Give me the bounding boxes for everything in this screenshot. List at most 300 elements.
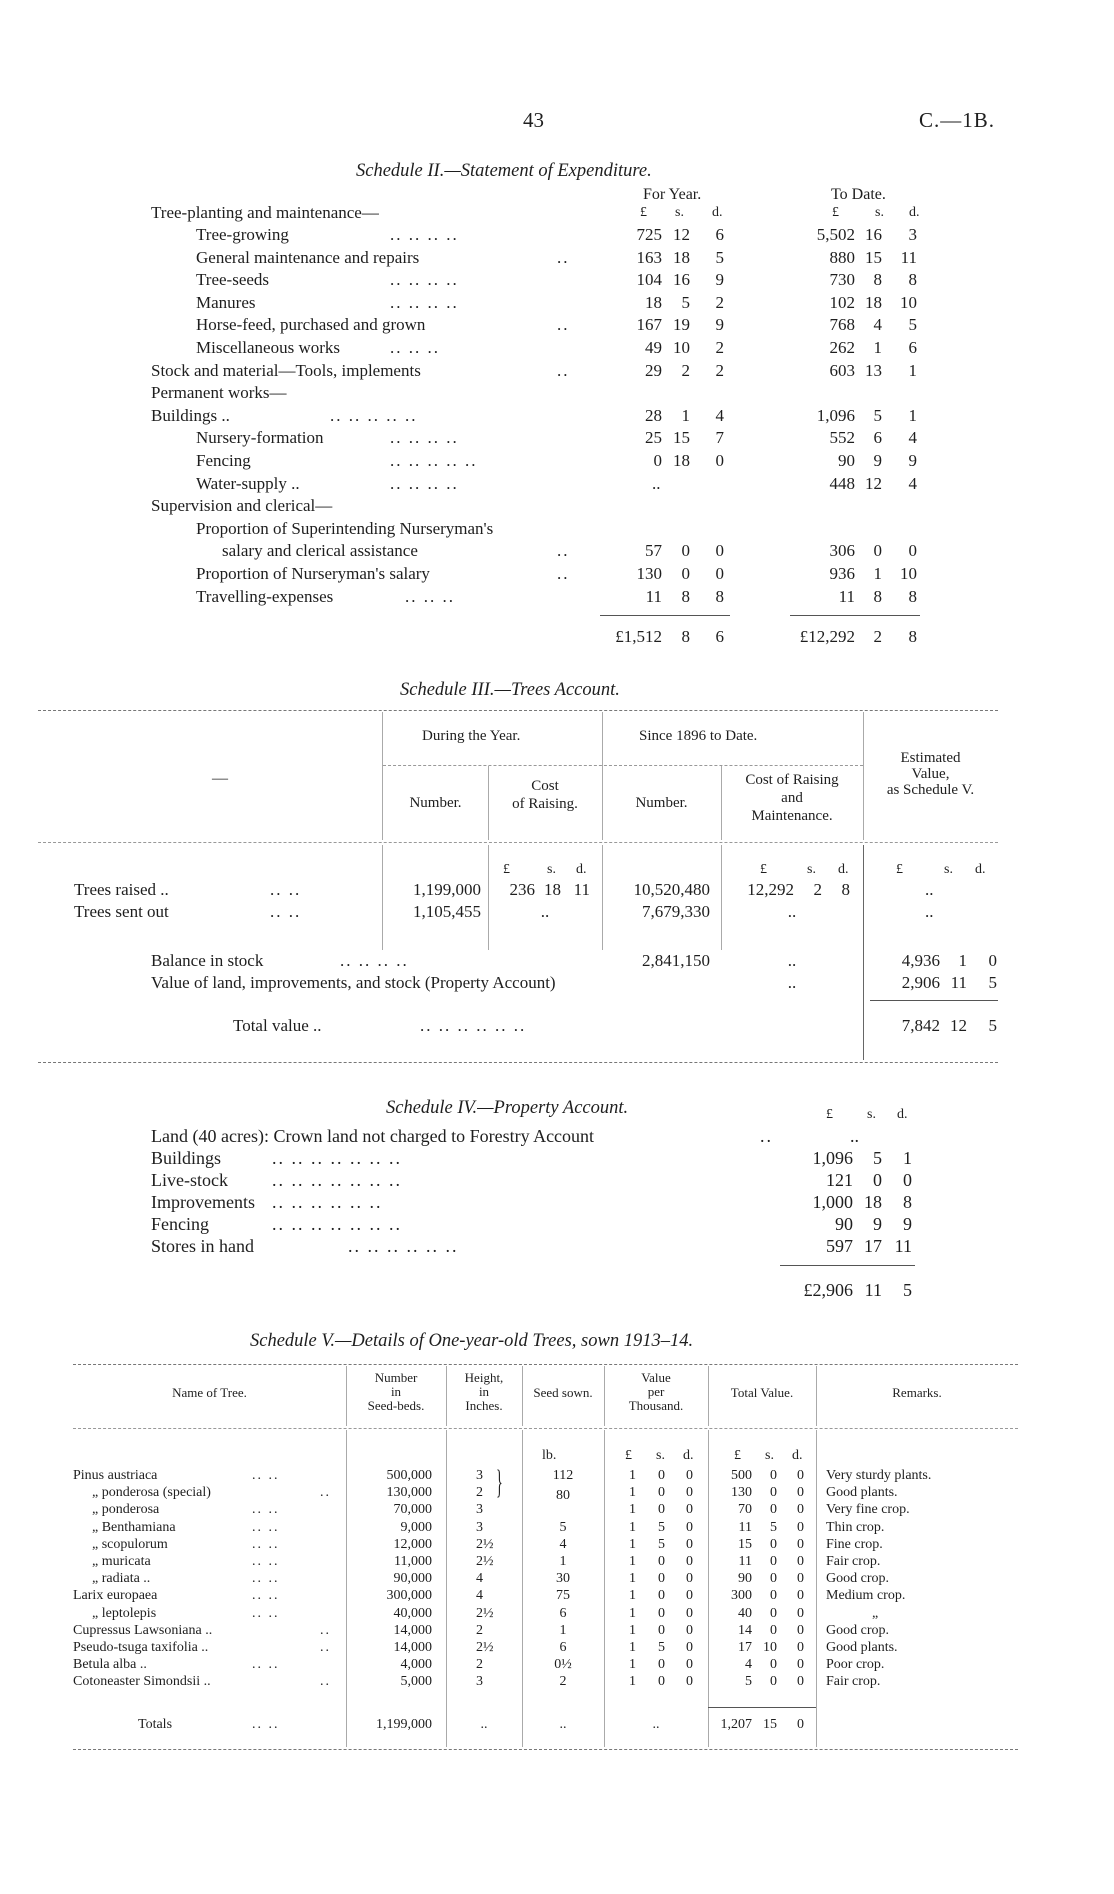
s2-row-td-shillings: 8 [873, 270, 882, 290]
s5-v-pence-unit: d. [683, 1448, 694, 1463]
s5-row-v-pounds: 1 [629, 1468, 636, 1483]
page-number: 43 [523, 108, 544, 132]
s3-vline-3 [602, 712, 603, 840]
s5-row-t-pounds: 40 [738, 1605, 752, 1621]
s5-row-t-pence: 0 [797, 1588, 804, 1604]
s5-row-t-shillings: 0 [770, 1554, 777, 1569]
s2-row-fy-shillings: 12 [673, 225, 690, 244]
s2-row-td-shillings: 5 [873, 405, 882, 425]
s3-trees-raised-s-pence: 8 [841, 880, 850, 899]
s5-row-seed: 6 [559, 1640, 567, 1655]
s5-row-v-pounds: 1 [629, 1622, 636, 1638]
s5-row-leader: .. .. [252, 1502, 280, 1518]
s2-row-td-pence: 1 [908, 360, 917, 380]
s5-row-name: „ muricata [92, 1554, 151, 1569]
s5-row-v-pence: 0 [686, 1536, 693, 1552]
s4-row-leader: .. .. .. .. .. .. [348, 1236, 459, 1256]
s5-row-v-shillings: 0 [658, 1674, 665, 1690]
s5-row-number: 14,000 [393, 1640, 432, 1655]
s5-row-height: 2½ [476, 1605, 494, 1621]
s5-row-v-shillings: 0 [658, 1605, 665, 1621]
s3-land-value-label: Value of land, improvements, and stock (Property Account) [151, 973, 556, 992]
s2-row-td-pounds: 768 [829, 315, 855, 335]
s2-row-fy-pence: 9 [715, 315, 724, 335]
s2-row-label: Stock and material—Tools, implements [151, 360, 421, 380]
s2-row-leader: .. .. .. .. [390, 292, 459, 312]
s3-dy-shilling-unit: s. [547, 862, 556, 877]
s2-row-fy-pounds: 18 [645, 292, 662, 312]
s5-row-leader: .. .. [252, 1657, 280, 1673]
s2-row-leader: .. [557, 541, 570, 561]
s5-row-remarks: „ [872, 1605, 879, 1621]
s5-row-t-pence: 0 [797, 1468, 804, 1483]
s5-row-v-pounds: 1 [629, 1536, 636, 1552]
s5-row-t-shillings: 0 [770, 1468, 777, 1483]
s4-total-rule [780, 1265, 915, 1266]
s5-row-leader: .. [320, 1485, 331, 1501]
s5-row-t-shillings: 0 [770, 1502, 777, 1518]
s4-row-shillings: 0 [873, 1170, 882, 1190]
schedule5-title: Schedule V.—Details of One-year-old Trees, sown 1913–14. [250, 1331, 694, 1351]
s5-row-v-pounds: 1 [629, 1519, 636, 1535]
s2-row-td-pence: 4 [908, 473, 917, 493]
s3-stub-dash: — [212, 770, 228, 787]
s2-row-label: Water-supply .. [196, 473, 300, 493]
s5-row-t-pence: 0 [797, 1571, 804, 1587]
s2-fy-shilling-unit: s. [675, 205, 684, 220]
s5-header-remarks: Remarks. [892, 1385, 942, 1400]
s2-row-td-pence: 8 [908, 586, 917, 606]
s2-row-fy-shillings: 19 [673, 315, 690, 335]
s4-row-pounds: 1,000 [812, 1192, 853, 1212]
s5-row-t-pounds: 4 [745, 1657, 752, 1673]
s2-row-fy-shillings: 2 [681, 360, 690, 380]
s3-balance-label: Balance in stock [151, 951, 264, 970]
s5-row-seed: 30 [556, 1571, 570, 1587]
s5-row-seed: 1 [559, 1554, 567, 1569]
s4-row-leader: .. .. .. .. .. .. .. [272, 1170, 402, 1190]
s2-row-fy-pence: 6 [715, 225, 724, 244]
s3-dy-pound-unit: £ [503, 862, 510, 877]
s2-td-shilling-unit: s. [875, 205, 884, 220]
s2-row-td-pounds: 102 [829, 292, 855, 312]
s3-s-pence-unit: d. [838, 862, 849, 877]
s3-estimated-1: Estimated [900, 750, 961, 766]
s3-total-rule [870, 1000, 998, 1001]
s5-row-v-pounds: 1 [629, 1485, 636, 1501]
s3-trees-sent-est: .. [925, 902, 934, 921]
s5-totals-t-pence: 0 [797, 1717, 804, 1732]
s2-td-pound-unit: £ [832, 205, 839, 220]
s5-totals-t-shillings: 15 [763, 1717, 777, 1732]
s5-body-vline [446, 1430, 447, 1747]
s2-row-td-pence: 10 [900, 292, 917, 312]
s5-row-number: 4,000 [400, 1657, 432, 1673]
s5-row-v-shillings: 0 [658, 1554, 665, 1569]
s3-s-cost-header-1: Cost of Raising [745, 772, 839, 788]
s3-body-vline-5 [863, 845, 864, 1060]
s2-supervision-line1: Proportion of Superintending Nurseryman's [196, 518, 494, 538]
s5-row-remarks: Thin crop. [826, 1519, 885, 1535]
s5-row-v-pounds: 1 [629, 1605, 636, 1621]
s3-dy-pence-unit: d. [576, 862, 587, 877]
s5-row-t-shillings: 5 [770, 1519, 777, 1535]
s5-header-number-3: Seed-beds. [367, 1398, 425, 1413]
s3-body-vline-2 [488, 845, 489, 950]
s5-row-name: „ leptolepis [92, 1605, 157, 1621]
schedule4-title: Schedule IV.—Property Account. [386, 1098, 629, 1118]
s2-row-td-shillings: 13 [865, 360, 882, 380]
s5-row-t-pence: 0 [797, 1657, 804, 1673]
s2-row-label: Travelling-expenses [196, 586, 334, 606]
s2-row-td-pounds: 603 [829, 360, 855, 380]
s4-row-pounds: 1,096 [812, 1148, 853, 1168]
s5-row-number: 500,000 [386, 1468, 432, 1483]
s2-total-fy-shillings: 8 [681, 627, 690, 646]
s2-row-fy-pounds: 11 [645, 586, 662, 606]
s3-land-value-cost: .. [787, 973, 797, 992]
s3-body-vline-4 [721, 845, 722, 950]
s2-row-td-shillings: 1 [873, 338, 882, 357]
s3-balance-est-pounds: 4,936 [901, 951, 940, 970]
s2-row-label: Horse-feed, purchased and grown [196, 315, 426, 335]
s3-trees-raised-s-number: 10,520,480 [633, 880, 710, 899]
s5-header-height-1: Height, [464, 1370, 504, 1385]
schedule3-title: Schedule III.—Trees Account. [400, 680, 620, 700]
s4-row-pounds: 121 [826, 1170, 853, 1190]
s2-row-td-pounds: 11 [838, 586, 855, 606]
s5-row-name: Larix europaea [73, 1588, 158, 1604]
s5-row-v-shillings: 5 [658, 1519, 665, 1535]
s4-shilling-unit: s. [867, 1107, 876, 1122]
s4-row-pence: 9 [903, 1214, 912, 1234]
s3-trees-raised-label: Trees raised .. [74, 880, 169, 899]
s3-trees-sent-dy-cost: .. [540, 902, 550, 921]
s2-row-label: Nursery-formation [196, 428, 324, 448]
s4-row-pence: 1 [903, 1148, 912, 1168]
s2-row-fy-shillings: 18 [673, 247, 690, 267]
s2-row-td-pence: 1 [908, 405, 917, 425]
s2-row-leader: .. .. .. .. [390, 473, 459, 493]
s2-total-rule-fy [600, 615, 730, 616]
s5-row-leader: .. .. [252, 1536, 280, 1552]
s4-row-pence: 11 [894, 1236, 912, 1256]
s3-trees-sent-dy-number: 1,105,455 [413, 902, 481, 921]
s5-row-v-pounds: 1 [629, 1640, 636, 1655]
s5-header-height-2: in [478, 1384, 490, 1399]
s2-row-fy-pence: 4 [715, 405, 724, 425]
s5-row-height: 2 [476, 1622, 483, 1638]
s5-row-number: 9,000 [400, 1519, 432, 1535]
s4-total-shillings: 11 [864, 1280, 882, 1300]
s5-total-rule [708, 1707, 816, 1708]
s2-row-fy-pence: 0 [715, 451, 724, 470]
s4-land-value: .. [850, 1126, 859, 1146]
s5-row-remarks: Very sturdy plants. [826, 1468, 932, 1483]
s5-row-t-pounds: 500 [731, 1468, 752, 1483]
s2-row-td-shillings: 4 [873, 315, 882, 335]
s5-row-leader: .. .. [252, 1554, 280, 1569]
s5-row-v-pence: 0 [686, 1588, 693, 1604]
s5-row-leader: .. [320, 1622, 331, 1638]
s5-header-value-2: per [647, 1384, 665, 1399]
s2-row-fy-pounds: 130 [636, 564, 662, 583]
s5-row-seed: 1 [559, 1622, 567, 1638]
s5-row-t-shillings: 0 [770, 1674, 777, 1690]
s4-row-pence: 8 [903, 1192, 912, 1212]
s5-row-v-shillings: 0 [658, 1622, 665, 1638]
s3-s-shilling-unit: s. [807, 862, 816, 877]
s5-row-remarks: Good plants. [826, 1485, 898, 1501]
s5-row-name: „ radiata .. [92, 1571, 151, 1587]
s3-s-cost-header-2: and [781, 790, 803, 806]
s3-dy-cost-header-2: of Raising. [512, 796, 578, 812]
s5-ponderosa-brace: } [496, 1466, 503, 1503]
s5-header-value-1: Value [641, 1370, 671, 1385]
s3-total-est-pounds: 7,842 [901, 1016, 940, 1035]
s2-row-fy-shillings: 1 [681, 405, 690, 425]
s5-row-t-shillings: 0 [770, 1588, 777, 1604]
s3-trees-raised-dy-pounds: 236 [509, 880, 535, 899]
s2-row-fy-shillings: 0 [681, 541, 690, 561]
s2-row-fy-pence: 2 [715, 338, 724, 357]
s2-row-fy-pounds: 0 [653, 451, 662, 470]
s5-totals-t-pounds: 1,207 [720, 1717, 752, 1732]
s3-land-value-est-pence: 5 [988, 973, 997, 992]
s2-row-label: Proportion of Nurseryman's salary [196, 564, 430, 583]
s5-row-remarks: Good crop. [826, 1571, 889, 1587]
s5-row-remarks: Fair crop. [826, 1554, 881, 1569]
s2-row-td-pence: 5 [908, 315, 917, 335]
s5-row-t-pounds: 15 [738, 1536, 752, 1552]
s5-row-seed: 4 [559, 1536, 567, 1552]
s3-top-rule [38, 710, 998, 711]
s3-during-year: During the Year. [422, 728, 521, 744]
s2-row-fy-shillings: 5 [681, 292, 690, 312]
s5-ponderosa-seed-combined: 80 [556, 1488, 570, 1503]
s2-row-td-pence: 8 [908, 270, 917, 290]
s4-land-leader: .. [760, 1126, 773, 1146]
s2-row-fy-shillings: 0 [681, 564, 690, 583]
s3-bottom-rule [38, 1062, 998, 1063]
s2-total-td-shillings: 2 [873, 627, 882, 646]
s5-row-v-pence: 0 [686, 1468, 693, 1483]
s5-row-v-pence: 0 [686, 1554, 693, 1569]
s5-row-number: 40,000 [393, 1605, 432, 1621]
s5-header-number-1: Number [374, 1370, 418, 1385]
s3-trees-raised-dy-shillings: 18 [544, 880, 561, 899]
s5-row-v-pounds: 1 [629, 1674, 636, 1690]
s5-row-v-shillings: 0 [658, 1571, 665, 1587]
s5-row-number: 300,000 [386, 1588, 432, 1604]
s5-row-number: 5,000 [400, 1674, 432, 1690]
s2-for-year-header: For Year. [643, 186, 702, 203]
s2-row-leader: .. .. .. .. .. [330, 405, 418, 425]
s5-header-name: Name of Tree. [172, 1385, 247, 1400]
s4-pence-unit: d. [897, 1107, 908, 1122]
s2-row-td-shillings: 6 [873, 428, 882, 448]
s5-totals-number: 1,199,000 [376, 1717, 432, 1732]
s4-row-shillings: 5 [873, 1148, 882, 1168]
s2-row-fy-pence: 0 [715, 564, 724, 583]
s2-row-td-shillings: 9 [873, 451, 882, 470]
s5-row-number: 130,000 [386, 1485, 432, 1501]
s3-trees-raised-dy-number: 1,199,000 [413, 880, 481, 899]
s5-row-number: 11,000 [394, 1554, 432, 1569]
s5-row-height: 4 [476, 1588, 483, 1604]
s4-pound-unit: £ [826, 1107, 833, 1122]
s2-row-label: Tree-growing [196, 225, 289, 244]
s5-row-seed: 0½ [554, 1657, 572, 1673]
s5-row-t-shillings: 10 [763, 1640, 777, 1655]
s4-row-label: Live-stock [151, 1170, 228, 1190]
s2-row-fy-shillings: 18 [673, 451, 690, 470]
s5-row-v-pence: 0 [686, 1605, 693, 1621]
s5-row-t-pence: 0 [797, 1502, 804, 1518]
s5-header-number-2: in [390, 1384, 402, 1399]
s5-row-v-pence: 0 [686, 1502, 693, 1518]
s5-row-v-pence: 0 [686, 1640, 693, 1655]
s2-row-td-pence: 9 [908, 451, 917, 470]
s5-row-leader: .. .. [252, 1571, 280, 1587]
s2-row-fy-pounds: 29 [645, 360, 662, 380]
s3-land-value-est-pounds: 2,906 [901, 973, 940, 992]
s3-total-label: Total value .. [233, 1016, 322, 1035]
s2-row-fy-shillings: 10 [673, 338, 690, 357]
s2-row-fy-pence: 0 [715, 541, 724, 561]
s2-row-td-shillings: 8 [873, 586, 882, 606]
s2-row-label: Miscellaneous works [196, 338, 341, 357]
s2-row-td-pounds: 90 [838, 451, 855, 470]
s5-row-t-pence: 0 [797, 1674, 804, 1690]
s5-row-t-shillings: 0 [770, 1605, 777, 1621]
s5-seed-unit: lb. [542, 1448, 557, 1463]
s2-row-td-pounds: 448 [829, 473, 855, 493]
s2-row-leader: .. .. .. .. [390, 270, 459, 290]
s5-row-v-shillings: 0 [658, 1588, 665, 1604]
s3-trees-raised-leader: .. .. [270, 880, 302, 899]
s5-row-height: 2½ [476, 1536, 494, 1552]
s3-trees-sent-s-number: 7,679,330 [642, 902, 710, 921]
s2-row-td-shillings: 18 [865, 292, 882, 312]
s4-row-leader: .. .. .. .. .. .. .. [272, 1214, 402, 1234]
s2-row-leader: .. .. .. .. [390, 428, 459, 448]
s3-estimated-2: Value, [911, 766, 950, 782]
s5-row-name: Pseudo-tsuga taxifolia .. [73, 1640, 209, 1655]
s5-totals-height: .. [480, 1717, 488, 1732]
s2-row-fy-pence: 9 [715, 270, 724, 290]
s5-row-t-pence: 0 [797, 1554, 804, 1569]
s2-row-td-shillings: 1 [873, 564, 882, 583]
s2-row-label: Fencing [196, 451, 251, 470]
s5-row-t-shillings: 0 [770, 1657, 777, 1673]
s2-row-label: Buildings .. [151, 405, 230, 425]
s5-bottom-rule [73, 1749, 1018, 1750]
s2-row-fy-shillings: 16 [673, 270, 690, 290]
s2-to-date-header: To Date. [831, 186, 886, 203]
s4-row-label: Stores in hand [151, 1236, 254, 1256]
s2-row-leader: .. .. .. [405, 586, 455, 606]
s3-dy-number-header: Number. [409, 795, 462, 811]
s3-total-est-pence: 5 [988, 1016, 997, 1035]
s5-row-v-pence: 0 [686, 1657, 693, 1673]
document-reference: C.—1B. [919, 108, 996, 132]
s2-section-supervision: Supervision and clerical— [151, 496, 333, 516]
schedule2-title: Schedule II.—Statement of Expenditure. [356, 161, 652, 181]
s3-trees-sent-leader: .. .. [270, 902, 302, 921]
s5-row-seed: 112 [552, 1468, 574, 1483]
s5-row-name: „ ponderosa [92, 1502, 160, 1518]
s2-supervision-line2: salary and clerical assistance [222, 541, 418, 561]
s5-row-number: 70,000 [393, 1502, 432, 1518]
s5-row-v-shillings: 0 [658, 1657, 665, 1673]
s5-body-vline [708, 1430, 709, 1747]
s5-row-height: 2½ [476, 1640, 494, 1655]
s3-est-shilling-unit: s. [944, 862, 953, 877]
s3-s-number-header: Number. [635, 795, 688, 811]
s5-row-seed: 75 [556, 1588, 570, 1604]
s3-balance-est-shillings: 1 [958, 951, 967, 970]
s3-land-value-est-shillings: 11 [950, 973, 967, 992]
s2-row-fy-pounds: 28 [645, 405, 662, 425]
s3-dy-cost-header-1: Cost [531, 778, 559, 794]
s2-row-leader: .. [557, 360, 570, 380]
s2-row-td-pence: 10 [900, 564, 917, 583]
s3-subheader-rule [383, 765, 863, 766]
s2-row-td-pounds: 936 [829, 564, 855, 583]
s5-row-v-pounds: 1 [629, 1588, 636, 1604]
s2-fy-pence-unit: d. [712, 205, 723, 220]
s3-trees-raised-dy-pence: 11 [573, 880, 590, 899]
s5-row-height: 3 [476, 1502, 483, 1518]
s2-row-td-pounds: 880 [829, 247, 855, 267]
s2-row-fy-pounds: 167 [636, 315, 662, 335]
s3-balance-est-pence: 0 [988, 951, 997, 970]
s2-row-leader: .. .. .. .. [390, 225, 459, 244]
s5-row-v-pounds: 1 [629, 1554, 636, 1569]
s5-row-v-pence: 0 [686, 1485, 693, 1501]
s2-row-fy-pence: 7 [715, 428, 724, 448]
s3-header-rule [38, 842, 998, 843]
s3-s-cost-header-3: Maintenance. [751, 808, 833, 824]
s5-row-height: 2½ [476, 1554, 494, 1569]
s2-row-td-pounds: 730 [829, 270, 855, 290]
s5-row-leader: .. .. [252, 1519, 280, 1535]
s2-row-td-shillings: 0 [873, 541, 882, 561]
s5-row-t-pounds: 17 [738, 1640, 752, 1655]
s5-row-height: 3 [476, 1674, 483, 1690]
s2-row-td-pence: 0 [908, 541, 917, 561]
s2-total-fy-pounds: £1,512 [615, 627, 662, 646]
s5-row-v-pounds: 1 [629, 1657, 636, 1673]
s2-total-td-pounds: £12,292 [799, 627, 855, 646]
s5-v-pound-unit: £ [625, 1448, 632, 1463]
s5-row-number: 14,000 [393, 1622, 432, 1638]
s4-row-leader: .. .. .. .. .. .. [272, 1192, 383, 1212]
s2-row-fy-pounds: 57 [645, 541, 662, 561]
s5-row-t-pence: 0 [797, 1622, 804, 1638]
s2-row-fy-pounds: 104 [636, 270, 662, 290]
s5-row-leader: .. [320, 1674, 331, 1690]
s5-row-remarks: Poor crop. [826, 1657, 885, 1673]
s4-row-pounds: 597 [826, 1236, 853, 1256]
s2-row-fy-pence: 5 [715, 247, 724, 267]
s5-row-remarks: Good plants. [826, 1640, 898, 1655]
s2-row-td-pence: 3 [908, 225, 917, 244]
s5-row-name: Cotoneaster Simondsii .. [73, 1674, 211, 1690]
s2-row-fy-shillings: 8 [681, 586, 690, 606]
s4-land-label: Land (40 acres): Crown land not charged to Forestry Account [151, 1126, 595, 1146]
